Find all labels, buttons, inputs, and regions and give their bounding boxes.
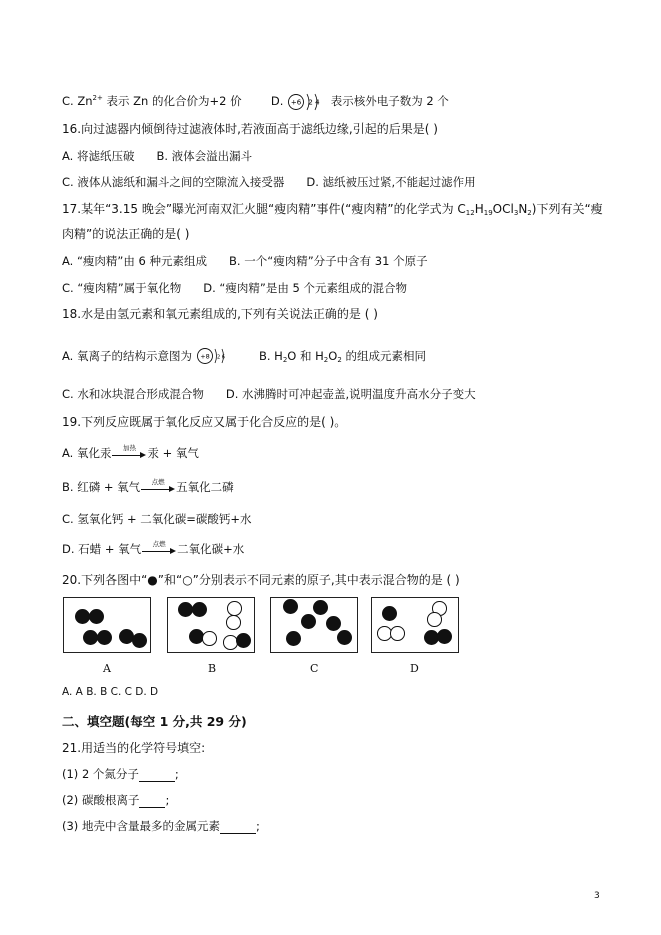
q20-figure-label-b: B: [208, 662, 217, 675]
black-atom-icon: [192, 602, 207, 617]
q17-option-b: B. 一个“瘦肉精”分子中含有 31 个原子: [229, 254, 428, 268]
black-atom-icon: [75, 609, 90, 624]
black-atom-icon: [382, 606, 397, 621]
black-atom-icon: [89, 609, 104, 624]
q17-option-a: A. “瘦肉精”由 6 种元素组成: [62, 254, 208, 268]
black-atom-icon: [97, 630, 112, 645]
q18-stem: 18.水是由氢元素和氧元素组成的,下列有关说法正确的是 ( ): [62, 307, 378, 321]
q16-options-cd: [62, 174, 476, 190]
q20-figure-d: [371, 597, 459, 653]
q18-options-ab: [62, 345, 426, 368]
q16-option-a: A. 将滤纸压破: [62, 149, 135, 163]
oxygen-ion-structure-diagram-icon: [196, 345, 230, 367]
black-atom-icon: [283, 599, 298, 614]
black-atom-icon: [301, 614, 316, 629]
q17-option-c: C. “瘦肉精”属于氧化物: [62, 281, 182, 295]
black-atom-icon: [83, 630, 98, 645]
q20-figure-c: [270, 597, 358, 653]
q19-option-a: A. 氧化汞 加热 汞 + 氧气: [62, 443, 199, 460]
q17-options-ab: [62, 253, 428, 269]
q18-option-a: A. 氧离子的结构示意图为 +8 2 6: [62, 349, 233, 363]
reaction-arrow-icon: 点燃: [142, 545, 176, 555]
black-atom-icon: [313, 600, 328, 615]
black-atom-icon: [326, 616, 341, 631]
white-atom-icon: [227, 601, 242, 616]
black-atom-icon: [286, 631, 301, 646]
q19-option-c: C. 氢氧化钙 + 二氧化碳=碳酸钙+水: [62, 512, 252, 526]
page-number: 3: [594, 891, 600, 901]
q15-option-d: D. +6 2 4 表示核外电子数为 2 个: [271, 94, 449, 108]
q17-options-cd: [62, 280, 407, 296]
q20-stem: 20.下列各图中“●”和“○”分别表示不同元素的原子,其中表示混合物的是 ( ): [62, 573, 460, 587]
q19-option-d: D. 石蜡 + 氧气 点燃 二氧化碳+水: [62, 539, 245, 556]
q16-option-b: B. 液体会溢出漏斗: [156, 149, 253, 163]
white-atom-icon: [226, 615, 241, 630]
q17-stem-line2: 肉精”的说法正确的是( ): [62, 227, 190, 241]
q16-option-c: C. 液体从滤纸和漏斗之间的空隙流入接受器: [62, 175, 285, 189]
q20-figure-label-d: D: [410, 662, 419, 675]
section-title: 二、填空题(每空 1 分,共 29 分): [62, 714, 247, 729]
q20-figure-b: [167, 597, 255, 653]
atom-structure-diagram-icon: [287, 91, 327, 113]
q18-option-d: D. 水沸腾时可冲起壶盖,说明温度升高水分子变大: [225, 387, 476, 401]
q15-option-c: C. $Zn^{2+}$ 表示 Zn 的化合价为+2 价: [62, 94, 242, 108]
q17-stem: 17.某年“3.15 晚会”曝光河南双汇火腿“瘦肉精”事件(“瘦肉精”的化学式为 $C_{12}H_{19}OCl_3N_2$)下列有关“瘦: [62, 202, 603, 217]
q21-stem: 21.用适当的化学符号填空:: [62, 741, 206, 755]
q20-figure-label-c: C: [310, 662, 319, 675]
q20-figure-label-a: A: [103, 662, 111, 675]
svg-text:2 6: 2 6: [216, 354, 225, 361]
answer-blank[interactable]: [139, 769, 175, 782]
reaction-arrow-icon: 点燃: [141, 483, 175, 493]
svg-text:+8: +8: [199, 352, 210, 361]
answer-blank[interactable]: [220, 821, 256, 834]
q16-stem: 16.向过滤器内倾倒待过滤液体时,若液面高于滤纸边缘,引起的后果是( ): [62, 122, 438, 136]
q20-options: A. A B. B C. C D. D: [62, 686, 159, 698]
q19-option-b: B. 红磷 + 氧气 点燃 五氧化二磷: [62, 477, 234, 494]
q18-option-c: C. 水和冰块混合形成混合物: [62, 387, 204, 401]
black-atom-icon: [132, 633, 147, 648]
q21-subquestion-3: (3) 地壳中含量最多的金属元素 ;: [62, 819, 260, 833]
q18-options-cd: [62, 386, 476, 402]
white-atom-icon: [427, 612, 442, 627]
q19-stem: 19.下列反应既属于氧化反应又属于化合反应的是( )。: [62, 415, 347, 429]
svg-text:2 4: 2 4: [308, 98, 320, 106]
black-atom-icon: [437, 629, 452, 644]
q16-option-d: D. 滤纸被压过紧,不能起过滤作用: [306, 175, 476, 189]
answer-blank[interactable]: [139, 795, 165, 808]
q17-option-d: D. “瘦肉精”是由 5 个元素组成的混合物: [203, 281, 407, 295]
black-atom-icon: [337, 630, 352, 645]
q20-figure-a: [63, 597, 151, 653]
svg-text:+6: +6: [290, 98, 302, 106]
white-atom-icon: [390, 626, 405, 641]
q16-options-ab: [62, 148, 252, 164]
white-atom-icon: [202, 631, 217, 646]
black-atom-icon: [236, 633, 251, 648]
reaction-arrow-icon: 加热: [112, 449, 146, 459]
black-atom-icon: [178, 602, 193, 617]
q18-option-b: B. $H_2O$ 和 $H_2O_2$ 的组成元素相同: [258, 348, 426, 364]
q21-subquestion-2: (2) 碳酸根离子 ;: [62, 793, 170, 807]
q15-options: [62, 90, 449, 113]
q21-subquestion-1: (1) 2 个氮分子 ;: [62, 767, 179, 781]
